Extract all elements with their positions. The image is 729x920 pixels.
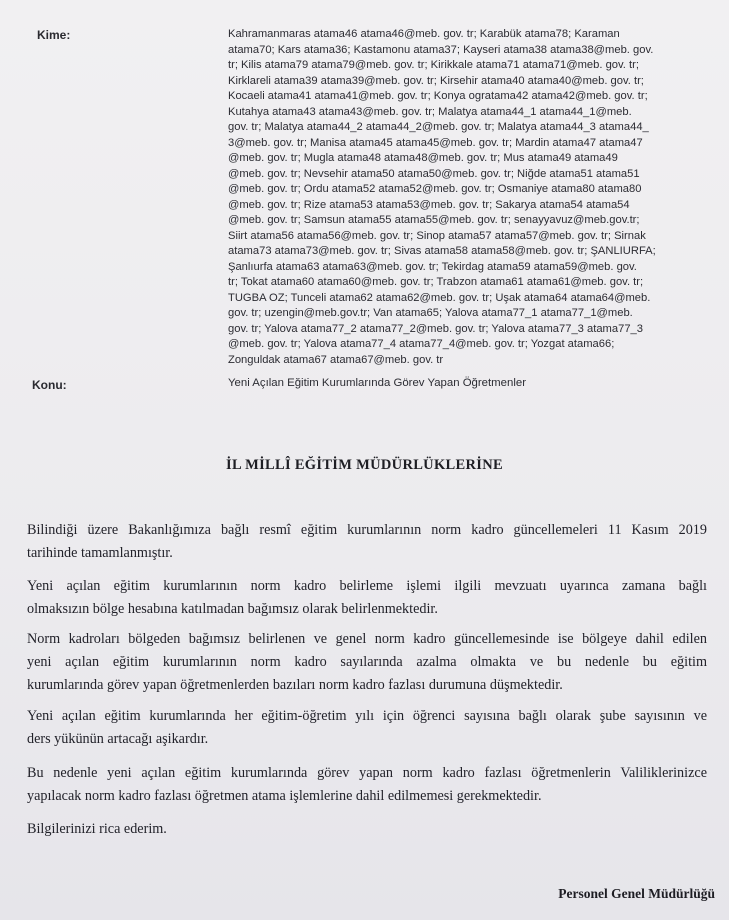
paragraph-line: olmaksızın bölge hesabına katılmadan bağımsız olarak belirlenmektedir. bbox=[27, 601, 438, 617]
recipients-line: @meb. gov. tr; Nevsehir atama50 atama50@meb. gov. tr; Niğde atama51 atama51 bbox=[228, 167, 640, 180]
letter-heading: İL MİLLÎ EĞİTİM MÜDÜRLÜKLERİNE bbox=[226, 457, 503, 473]
recipients-line: Siirt atama56 atama56@meb. gov. tr; Sinop atama57 atama57@meb. gov. tr; Sirnak bbox=[228, 229, 646, 242]
recipients-line: TUGBA OZ; Tunceli atama62 atama62@meb. gov. tr; Uşak atama64 atama64@meb. bbox=[228, 291, 651, 304]
paragraph bbox=[27, 705, 707, 751]
recipients-line: @meb. gov. tr; Ordu atama52 atama52@meb. gov. tr; Osmaniye atama80 atama80 bbox=[228, 183, 642, 195]
to-label: Kime: bbox=[37, 28, 71, 42]
recipients-line: atama73 atama73@meb. gov. tr; Sivas atama58 atama58@meb. gov. tr; ŞANLIURFA; bbox=[228, 245, 656, 257]
recipients-line: Kocaeli atama41 atama41@meb. gov. tr; Konya ogratama42 atama42@meb. gov. tr; bbox=[228, 90, 648, 102]
paragraph-line: Bilgilerinizi rica ederim. bbox=[27, 821, 167, 837]
paragraph bbox=[27, 519, 707, 565]
paragraph-line: Bu nedenle yeni açılan eğitim kurumlarında görev yapan norm kadro fazlası öğretmenlerin Valiliklerinizce bbox=[27, 765, 707, 781]
recipients-line: atama70; Kars atama36; Kastamonu atama37; Kayseri atama38 atama38@meb. gov. bbox=[228, 43, 654, 56]
recipients-line: Kutahya atama43 atama43@meb. gov. tr; Malatya atama44_1 atama44_1@meb. bbox=[228, 105, 632, 118]
recipients-line: gov. tr; Yalova atama77_2 atama77_2@meb. gov. tr; Yalova atama77_3 atama77_3 bbox=[228, 322, 643, 335]
recipients-line: @meb. gov. tr; Rize atama53 atama53@meb. gov. tr; Sakarya atama54 atama54 bbox=[228, 198, 630, 211]
recipients-line: Zonguldak atama67 atama67@meb. gov. tr bbox=[228, 353, 444, 366]
recipients-line: gov. tr; uzengin@meb.gov.tr; Van atama65; Yalova atama77_1 atama77_1@meb. bbox=[228, 307, 633, 319]
recipients-line: 3@meb. gov. tr; Manisa atama45 atama45@meb. gov. tr; Mardin atama47 atama47 bbox=[228, 136, 643, 149]
recipients-line: Kirklareli atama39 atama39@meb. gov. tr; Kirsehir atama40 atama40@meb. gov. tr; bbox=[228, 74, 644, 87]
paragraph bbox=[27, 762, 707, 808]
recipients-line: tr; Kilis atama79 atama79@meb. gov. tr; Kirikkale atama71 atama71@meb. gov. tr; bbox=[228, 59, 639, 71]
recipients-line: @meb. gov. tr; Mugla atama48 atama48@meb. gov. tr; Mus atama49 atama49 bbox=[228, 152, 618, 164]
paragraph-line: Norm kadroları bölgeden bağımsız belirlenen ve genel norm kadro güncellemesinde ise bölgeye dahil edilen bbox=[27, 631, 707, 647]
paragraph bbox=[27, 575, 707, 621]
recipients-line: Şanlıurfa atama63 atama63@meb. gov. tr; Tekirdag atama59 atama59@meb. gov. bbox=[228, 260, 637, 273]
paragraph-line: yapılacak norm kadro fazlası öğretmen atama işlemlerine dahil edilmemesi gerekmektedir. bbox=[27, 788, 542, 804]
paragraph-line: kurumlarında görev yapan öğretmenlerden bazıları norm kadro fazlası durumuna düşmektedir. bbox=[27, 677, 563, 693]
paragraph bbox=[27, 818, 707, 841]
paragraph-line: Yeni açılan eğitim kurumlarının norm kadro belirleme işlemi ilgili mevzuatı uyarınca zamana bağlı bbox=[27, 578, 707, 594]
recipients-list bbox=[228, 27, 698, 368]
recipients-line: Kahramanmaras atama46 atama46@meb. gov. tr; Karabük atama78; Karaman bbox=[228, 28, 620, 40]
paragraph-line: ders yükünün artacağı aşikardır. bbox=[27, 731, 209, 747]
recipients-line: @meb. gov. tr; Samsun atama55 atama55@meb. gov. tr; senayyavuz@meb.gov.tr; bbox=[228, 214, 640, 226]
paragraph bbox=[27, 628, 707, 697]
recipients-line: gov. tr; Malatya atama44_2 atama44_2@meb. gov. tr; Malatya atama44_3 atama44_ bbox=[228, 121, 649, 133]
paragraph-line: Bilindiği üzere Bakanlığımıza bağlı resmî eğitim kurumlarının norm kadro güncellemeleri 11 Kasım 2019 bbox=[27, 522, 707, 538]
paragraph-line: yeni açılan eğitim kurumlarının norm kadro sayılarında azalma olmakta ve bu nedenle bu eğitim bbox=[27, 654, 707, 670]
subject-label: Konu: bbox=[32, 378, 67, 392]
signature-block: Personel Genel Müdürlüğü bbox=[558, 886, 715, 901]
subject-text: Yeni Açılan Eğitim Kurumlarında Görev Yapan Öğretmenler bbox=[228, 377, 527, 389]
recipients-line: tr; Tokat atama60 atama60@meb. gov. tr; Trabzon atama61 atama61@meb. gov. tr; bbox=[228, 276, 644, 288]
recipients-line: @meb. gov. tr; Yalova atama77_4 atama77_4@meb. gov. tr; Yozgat atama66; bbox=[228, 338, 615, 350]
paragraph-line: tarihinde tamamlanmıştır. bbox=[27, 545, 173, 561]
paragraph-line: Yeni açılan eğitim kurumlarında her eğitim-öğretim yılı için öğrenci sayısına bağlı olarak şube sayısının ve bbox=[27, 708, 707, 724]
